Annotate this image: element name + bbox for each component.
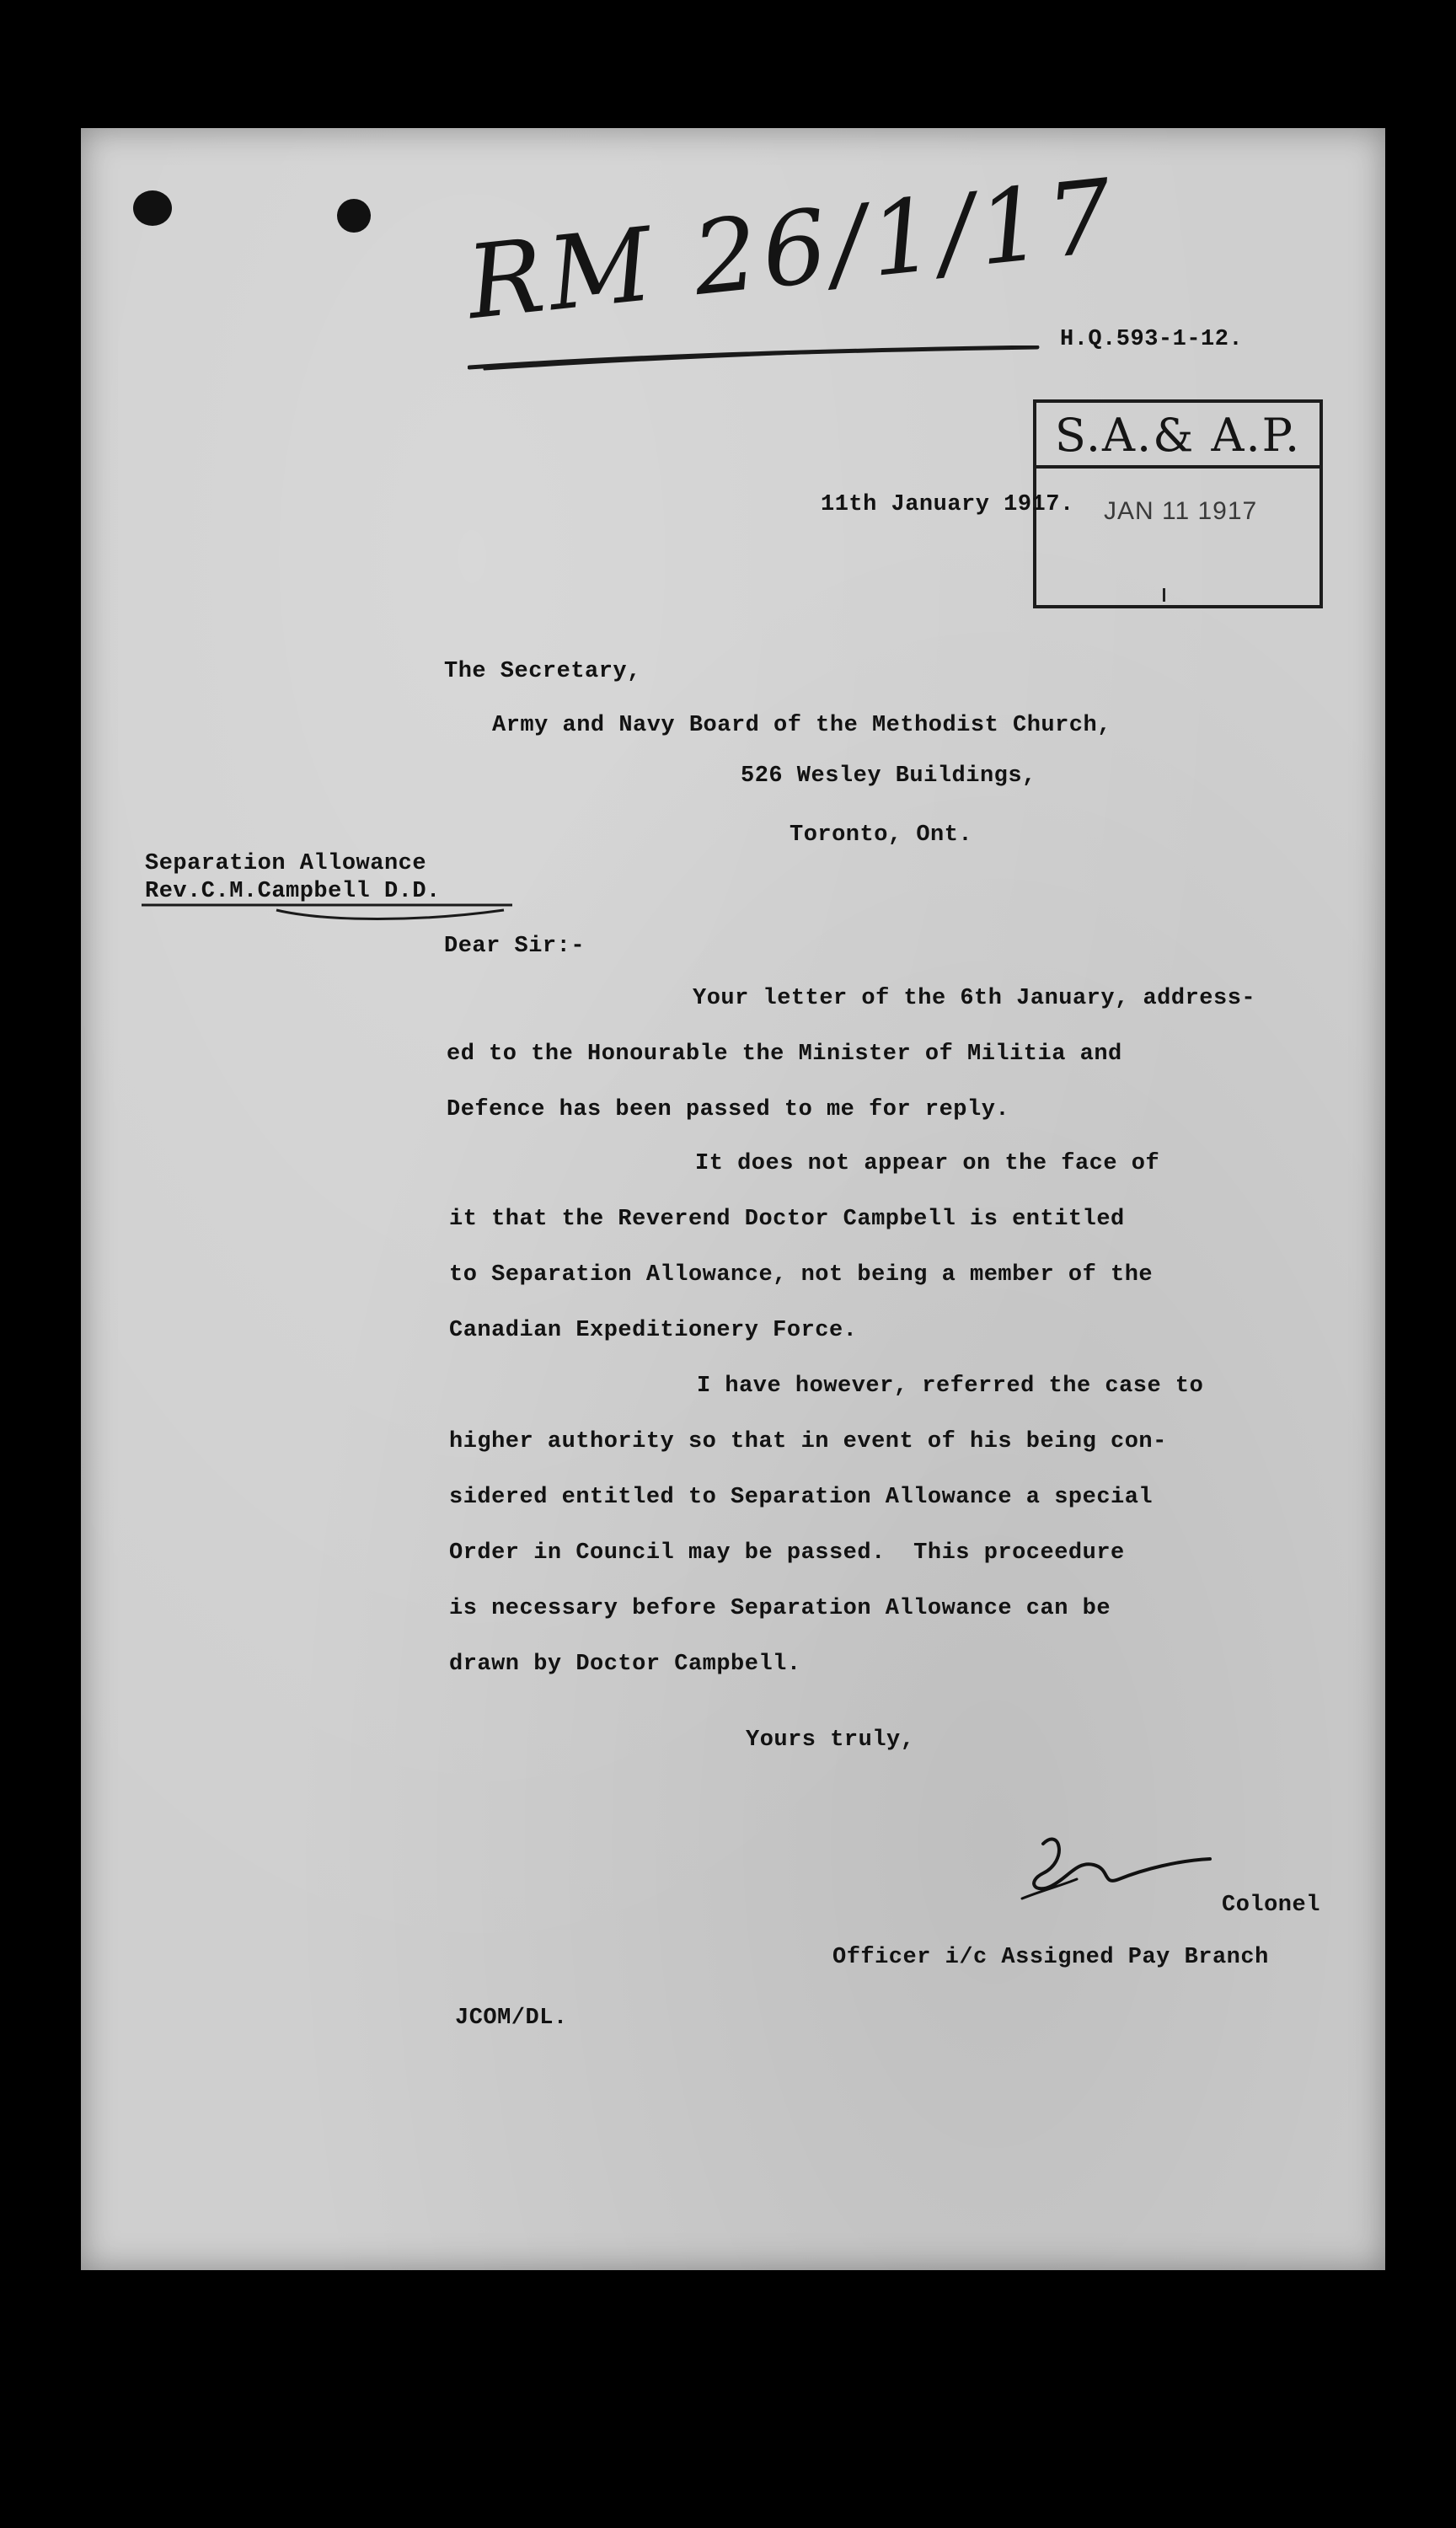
stamp-date: JAN 11 1917 (1104, 497, 1258, 525)
addressee-line-3: 526 Wesley Buildings, (741, 763, 1036, 789)
addressee-line-1: The Secretary, (444, 659, 641, 684)
signature-rank: Colonel (1222, 1893, 1320, 1918)
signature-title: Officer i/c Assigned Pay Branch (832, 1945, 1269, 1970)
subject-line-2: Rev.C.M.Campbell D.D. (145, 879, 441, 904)
date-line: 11th January 1917. (821, 492, 1074, 517)
file-number: H.Q.593-1-12. (1060, 327, 1244, 352)
salutation: Dear Sir:- (444, 934, 586, 959)
stamp-title: S.A.& A.P. (1036, 403, 1320, 469)
body-line: to Separation Allowance, not being a member of the (449, 1262, 1154, 1288)
body-line: drawn by Doctor Campbell. (449, 1652, 801, 1677)
punch-hole (133, 190, 172, 226)
punch-hole (337, 199, 371, 233)
body-line: Defence has been passed to me for reply. (447, 1097, 1010, 1122)
handwritten-reference: RM 26/1/17 (462, 158, 1123, 343)
body-line: higher authority so that in event of his being con- (449, 1429, 1167, 1454)
handwritten-stroke (468, 345, 1041, 371)
body-line: It does not appear on the face of (695, 1151, 1160, 1176)
addressee-line-2: Army and Navy Board of the Methodist Church, (492, 713, 1111, 738)
body-line: I have however, referred the case to (697, 1374, 1204, 1399)
body-line: sidered entitled to Separation Allowance a special (449, 1485, 1154, 1510)
body-line: Canadian Expeditionery Force. (449, 1318, 858, 1343)
subject-underline (142, 900, 529, 925)
signature (1018, 1827, 1212, 1911)
addressee-line-4: Toronto, Ont. (790, 822, 973, 848)
body-line: ed to the Honourable the Minister of Militia and (447, 1042, 1122, 1067)
stamp-mark (1163, 588, 1165, 602)
body-line: is necessary before Separation Allowance can be (449, 1596, 1111, 1621)
body-line: it that the Reverend Doctor Campbell is entitled (449, 1207, 1125, 1232)
received-stamp (1033, 399, 1323, 608)
subject-line-1: Separation Allowance (145, 851, 427, 876)
closing: Yours truly, (746, 1727, 915, 1753)
initials: JCOM/DL. (455, 2006, 568, 2031)
body-line: Your letter of the 6th January, address- (693, 986, 1256, 1011)
body-line: Order in Council may be passed. This proceedure (449, 1540, 1125, 1566)
